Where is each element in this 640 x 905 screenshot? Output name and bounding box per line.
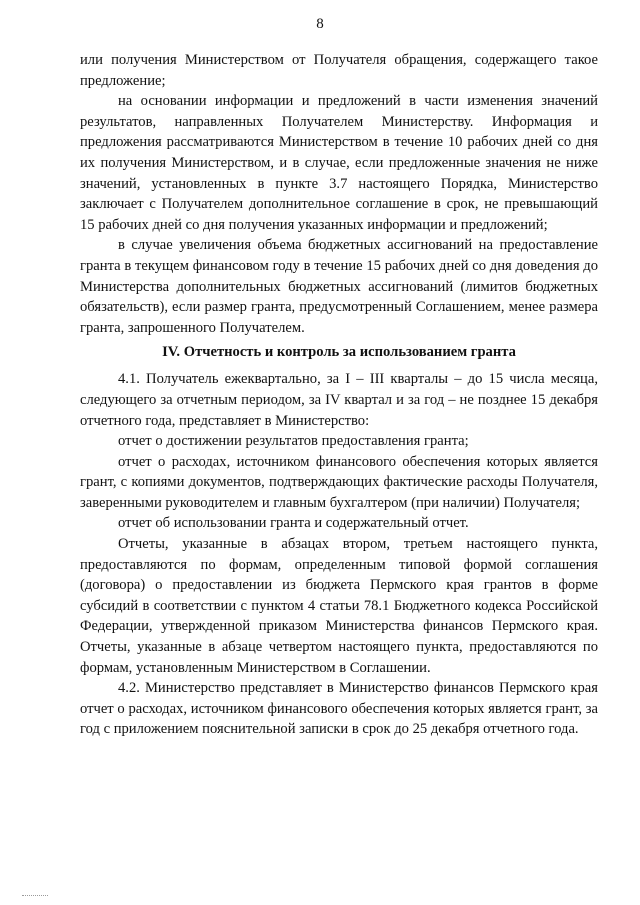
paragraph-4-2: 4.2. Министерство представляет в Министерство финансов Пермского края отчет о расходах, источником финансового обеспечения которых является грант, за год с приложением пояснительной записки в срок до 25 декабря отчетного года. [80,680,598,738]
section-heading: IV. Отчетность и контроль за использованием гранта [162,344,516,361]
paragraph-continuation: или получения Министерством от Получателя обращения, содержащего такое предложение; [80,52,598,89]
paragraph-budget-increase: в случае увеличения объема бюджетных ассигнований на предоставление гранта в текущем финансовом году в течение 15 рабочих дней со дня доведения до Министерства дополнительных бюджетных ассигнований (лимитов бюджетных обязательств), если размер гранта, предусмотренный Соглашением, менее размера гранта, запрошенного Получателем. [80,237,598,336]
paragraph-4-1: 4.1. Получатель ежеквартально, за I – III кварталы – до 15 числа месяца, следующего за отчетным периодом, за IV квартал и за год – не позднее 15 декабря отчетного года, представляет в Министерство: [80,371,598,429]
scan-artifact [22,895,48,897]
paragraph-report-usage: отчет об использовании гранта и содержательный отчет. [118,515,469,532]
page-number: 8 [316,16,324,32]
document-body [80,50,598,740]
paragraph-report-expenses: отчет о расходах, источником финансового обеспечения которых является грант, с копиями документов, подтверждающих фактические расходы Получателя, заверенными руководителем и главным бухгалтером (при наличии) Получателя; [80,453,598,511]
paragraph-report-forms: Отчеты, указанные в абзацах втором, третьем настоящего пункта, предоставляются по формам, определенным типовой формой соглашения (договора) о предоставлении из бюджета Пермского края грантов в форме субсидий в соответствии с пунктом 4 статьи 78.1 Бюджетного кодекса Российской Федерации, утвержденной приказом Министерства финансов Пермского края. Отчеты, указанные в абзаце четвертом настоящего пункта, предоставляются по формам, установленным Министерством в Соглашении. [80,536,598,676]
paragraph-report-results: отчет о достижении результатов предоставления гранта; [118,433,469,450]
paragraph-results-change: на основании информации и предложений в части изменения значений результатов, направленных Получателем Министерству. Информация и предложения рассматриваются Министерством в течение 10 рабочих дней со дня их получения Министерством, и в случае, если предложенные значения не ниже значений, установленных в пункте 3.7 настоящего Порядка, Министерство заключает с Получателем дополнительное соглашение в срок, не превышающий 15 рабочих дней со дня получения указанных информации и предложений; [80,93,598,233]
